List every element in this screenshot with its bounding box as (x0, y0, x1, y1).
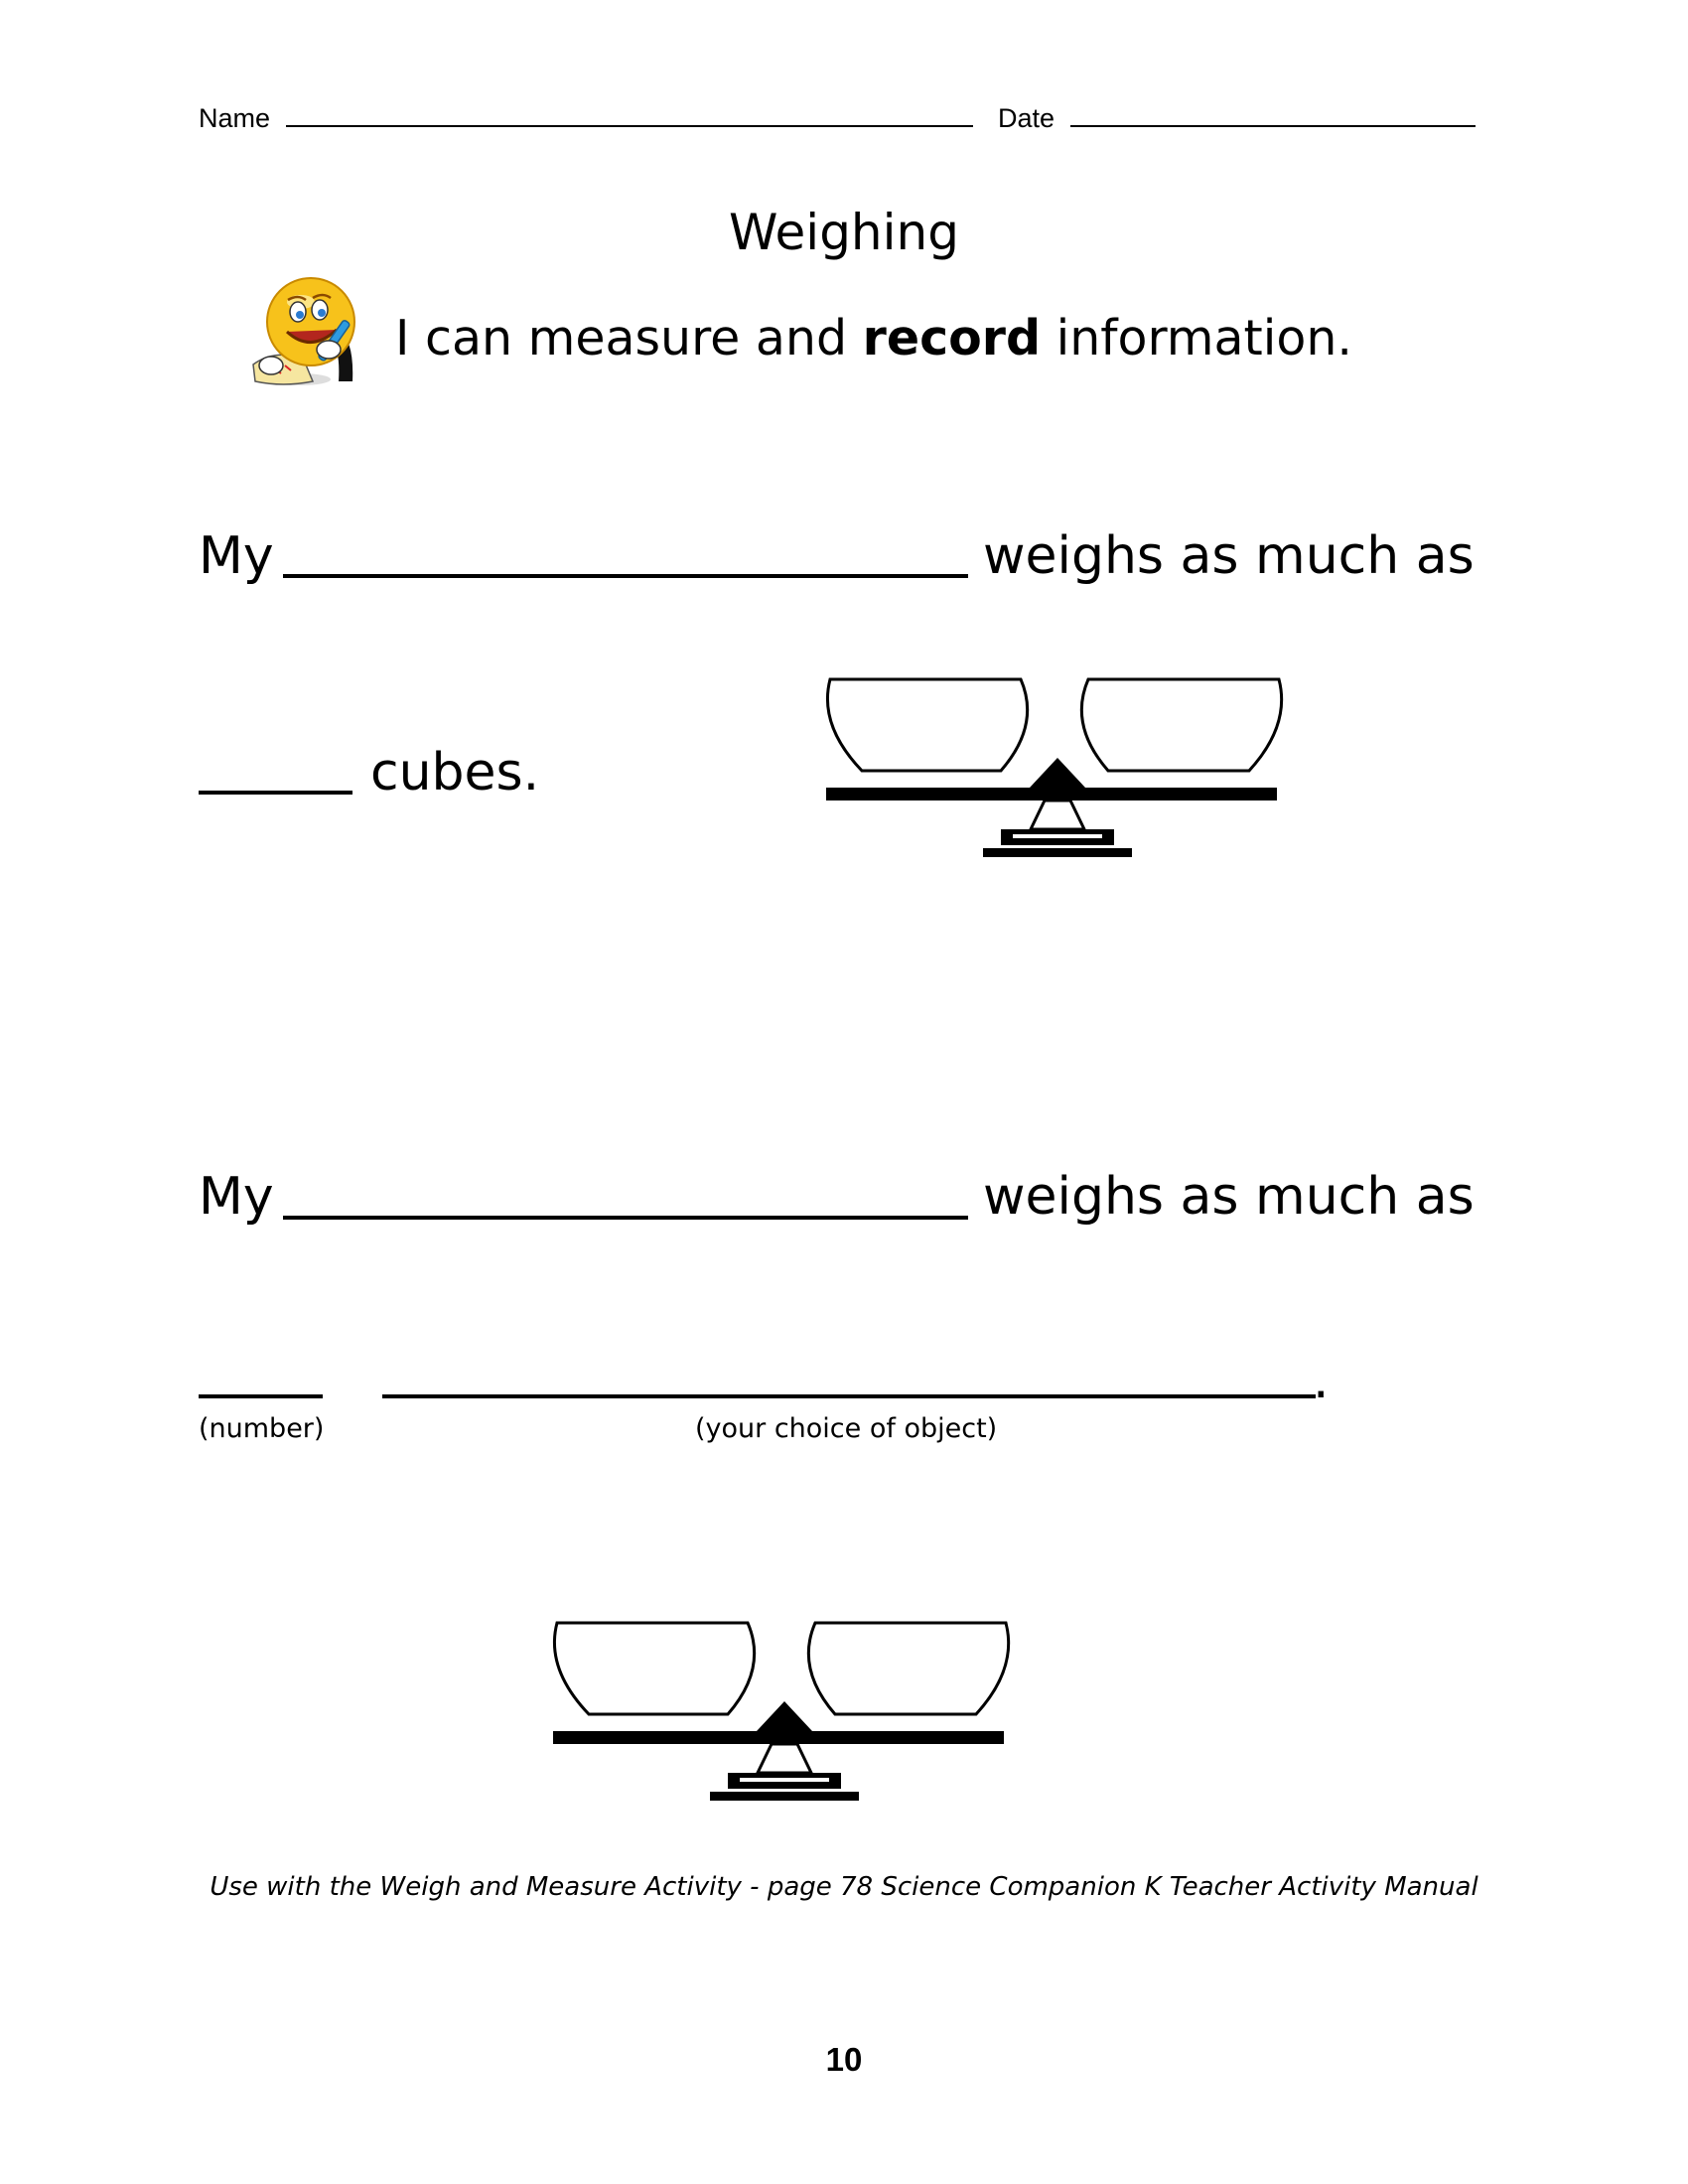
learning-objective (395, 310, 1352, 366)
date-field (998, 99, 1476, 134)
section2-my: My (199, 1167, 274, 1227)
date-input-line[interactable] (1070, 99, 1476, 127)
section1-cubes-text: cubes. (370, 743, 540, 802)
objective-text-end: information. (1041, 310, 1352, 366)
object-caption: (your choice of object) (695, 1413, 998, 1444)
section2-choice-blank[interactable] (382, 1394, 1316, 1398)
page-title: Weighing (729, 204, 959, 261)
section1-weighs-text: weighs as much as (983, 526, 1475, 586)
section1-cubes-blank[interactable] (199, 791, 352, 795)
section1-my: My (199, 526, 274, 586)
name-field (199, 99, 973, 134)
section2-period: . (1313, 1351, 1330, 1410)
number-caption: (number) (199, 1413, 325, 1444)
name-label: Name (199, 103, 271, 133)
page-number: 10 (825, 2041, 863, 2078)
footer-note: Use with the Weigh and Measure Activity - page 78 Science Companion K Teacher Activity Manual (210, 1872, 1478, 1902)
section1-object-blank[interactable] (283, 574, 968, 578)
section2-weighs-text: weighs as much as (983, 1167, 1475, 1227)
smiley-writing-icon (243, 270, 367, 394)
section2-number-blank[interactable] (199, 1394, 323, 1398)
name-input-line[interactable] (286, 99, 973, 127)
section2-object-blank[interactable] (283, 1216, 968, 1220)
balance-scale-icon (551, 1619, 1018, 1808)
objective-bold-word: record (862, 310, 1042, 366)
balance-scale-icon (824, 675, 1291, 864)
objective-text-start: I can measure and (395, 310, 863, 366)
date-label: Date (998, 103, 1055, 133)
